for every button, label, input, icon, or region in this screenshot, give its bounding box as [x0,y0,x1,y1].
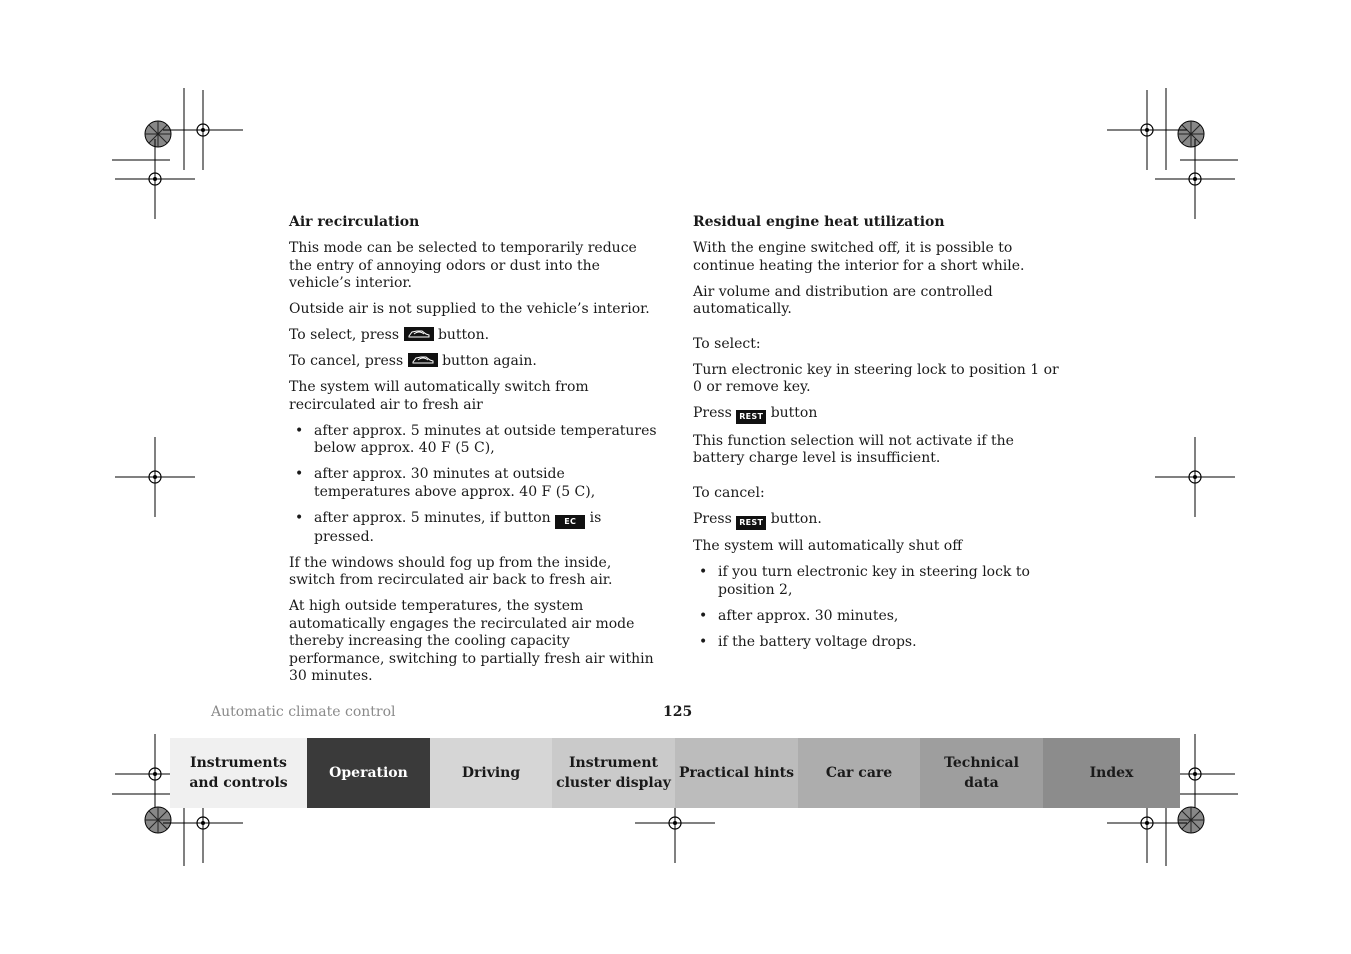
paragraph: This function selection will not activate if the battery charge level is insufficient. [693,432,1014,466]
right-column [693,212,1063,660]
ec-button-icon: EC [555,515,585,529]
cancel-instruction: To cancel, press button again. [289,353,537,369]
paragraph: This mode can be selected to temporarily reduce the entry of annoying odors or dust into the vehicle’s interior. [289,240,637,291]
list-item: • after approx. 5 minutes, if button EC is pressed. [289,510,659,547]
press-instruction: Press REST button [693,405,1063,424]
left-column [289,212,659,694]
nav-tab-technical-data[interactable]: Technical data [920,738,1043,808]
nav-tab-instrument-cluster-display[interactable]: Instrument cluster display [552,738,675,808]
bullet-list [289,423,659,547]
paragraph: At high outside temperatures, the system automatically engages the recirculated air mode thereby increasing the cooling capacity performance, switching to partially fresh air within 30 minutes. [289,598,654,684]
paragraph: The system will automatically shut off [693,538,963,554]
page-number: 125 [663,704,693,720]
nav-tab-operation[interactable]: Operation [307,738,430,808]
list-item: • after approx. 30 minutes, [693,608,1063,626]
list-item: • if you turn electronic key in steering lock to position 2, [693,564,1063,599]
paragraph: With the engine switched off, it is possible to continue heating the interior for a short while. [693,240,1025,274]
section-title-air-recirculation: Air recirculation [289,214,420,230]
paragraph: If the windows should fog up from the inside, switch from recirculated air back to fresh air. [289,554,613,588]
paragraph: Outside air is not supplied to the vehicle’s interior. [289,301,650,317]
rest-button-icon: REST [736,516,766,530]
footer-section-title: Automatic climate control [211,704,396,720]
rest-button-icon: REST [736,410,766,424]
paragraph: Turn electronic key in steering lock to position 1 or 0 or remove key. [693,361,1059,395]
select-instruction: To select, press button. [289,327,490,343]
press-instruction: Press REST button. [693,511,1063,530]
list-item: • after approx. 30 minutes at outside temperatures above approx. 40 F (5 C), [289,466,659,501]
paragraph: Air volume and distribution are controlled automatically. [693,283,993,317]
section-title-residual-heat: Residual engine heat utilization [693,214,945,230]
bullet-list [693,564,1063,651]
subheading-to-cancel: To cancel: [693,484,765,501]
recirculation-car-icon [408,353,438,367]
nav-tab-instruments-and-controls[interactable]: Instruments and controls [170,738,307,808]
nav-tab-car-care[interactable]: Car care [798,738,920,808]
paragraph: The system will automatically switch from recirculated air to fresh air [289,379,589,413]
list-item: • after approx. 5 minutes at outside temperatures below approx. 40 F (5 C), [289,423,659,458]
nav-tab-index[interactable]: Index [1043,738,1180,808]
nav-tab-driving[interactable]: Driving [430,738,552,808]
chapter-nav [170,738,1180,808]
recirculation-car-icon [404,327,434,341]
list-item: • if the battery voltage drops. [693,634,1063,652]
subheading-to-select: To select: [693,335,761,352]
nav-tab-practical-hints[interactable]: Practical hints [675,738,798,808]
